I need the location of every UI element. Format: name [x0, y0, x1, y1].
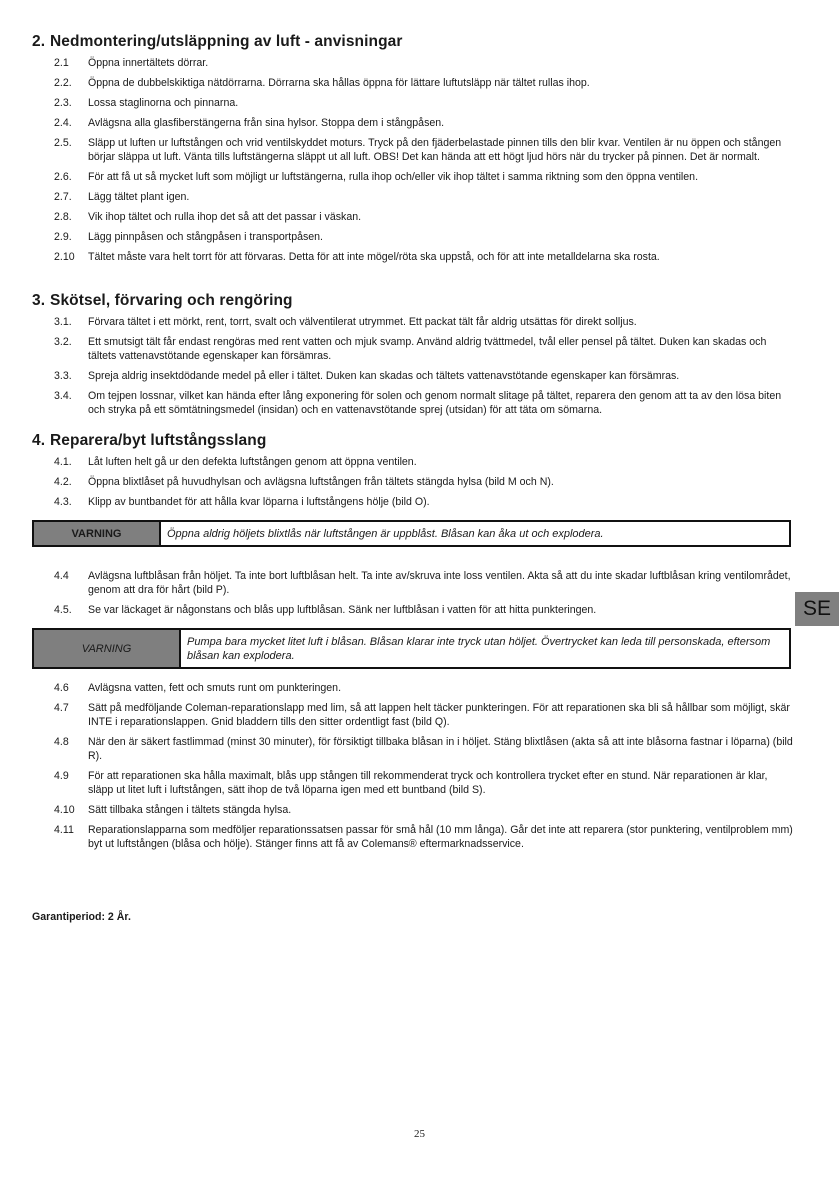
item-text: För att reparationen ska hålla maximalt, blås upp stången till rekommenderat tryck och kontrollera trycket efter en stund. När reparationen är klar, släpp ut litet luft i luftstången, sätt ihop de två löparna igen med ett buntband (bild S). [88, 770, 768, 796]
item-text: Lossa staglinorna och pinnarna. [88, 97, 239, 109]
warning-box [32, 520, 791, 547]
list-item [32, 230, 795, 244]
item-number: 4.10 [54, 804, 75, 816]
section-number: 3. [32, 292, 46, 309]
list-item [32, 250, 795, 264]
list-item [32, 116, 795, 130]
warning-text: Öppna aldrig höljets blixtlås när luftstången är uppblåst. Blåsan kan åka ut och explodera. [167, 527, 604, 540]
page-number: 25 [414, 1128, 425, 1140]
section-4-list-mid [32, 569, 795, 623]
item-text: Avlägsna luftblåsan från höljet. Ta inte bort luftblåsan helt. Ta inte av/skruva inte loss ventilen. Akta så att du inte skadar luftblåsan kring ventilområdet, genom att dra för hårt (bild P). [88, 570, 791, 596]
item-text: Avlägsna vatten, fett och smuts runt om punkteringen. [88, 682, 342, 694]
item-number: 3.2. [54, 336, 72, 348]
list-item [32, 823, 795, 851]
item-text: När den är säkert fastlimmad (minst 30 minuter), för försiktigt tillbaka blåsan in i höljet. Stäng blixtlåsen (akta så att inte blåsorna fastnar i löparna) (bild R). [88, 736, 793, 762]
item-number: 2.2. [54, 77, 72, 89]
item-text: Förvara tältet i ett mörkt, rent, torrt, svalt och välventilerat utrymmet. Ett packat tält får aldrig utsättas för direkt solljus. [88, 316, 637, 328]
section-4-list [32, 455, 795, 515]
item-text: Lägg tältet plant igen. [88, 191, 190, 203]
list-item [32, 76, 795, 90]
item-number: 2.3. [54, 97, 72, 109]
section-title-text: Reparera/byt luftstångsslang [50, 432, 267, 449]
section-4-list-end [32, 681, 795, 857]
item-number: 4.3. [54, 496, 72, 508]
section-2-list [32, 56, 795, 270]
item-number: 4.9 [54, 770, 69, 782]
section-title-4 [32, 432, 813, 450]
item-text: Öppna innertältets dörrar. [88, 57, 209, 69]
item-text: Låt luften helt gå ur den defekta luftstången genom att öppna ventilen. [88, 456, 417, 468]
item-number: 2.4. [54, 117, 72, 129]
item-text: Sätt tillbaka stången i tältets stängda hylsa. [88, 804, 292, 816]
item-number: 4.1. [54, 456, 72, 468]
list-item [32, 335, 795, 363]
item-text: Ett smutsigt tält får endast rengöras med rent vatten och mjuk svamp. Använd aldrig tvättmedel, tvål eller pensel på tältet. Duken kan skadas och tältets vattenavstötande egenskaper kan försämras. [88, 336, 767, 362]
item-text: Tältet måste vara helt torrt för att förvaras. Detta för att inte mögel/röta ska uppstå, och för att inte metalldelarna ska rosta. [88, 251, 660, 263]
item-text: Avlägsna alla glasfiberstängerna från sina hylsor. Stoppa dem i stångpåsen. [88, 117, 445, 129]
item-text: Se var läckaget är någonstans och blås upp luftblåsan. Sänk ner luftblåsan i vatten för att hitta punkteringen. [88, 604, 597, 616]
list-item [32, 455, 795, 469]
section-title-text: Nedmontering/utsläppning av luft - anvisningar [50, 33, 403, 50]
list-item [32, 190, 795, 204]
item-number: 2.7. [54, 191, 72, 203]
list-item [32, 315, 795, 329]
item-number: 4.6 [54, 682, 69, 694]
list-item [32, 369, 795, 383]
list-item [32, 603, 795, 617]
list-item [32, 803, 795, 817]
list-item [32, 56, 795, 70]
item-text: För att få ut så mycket luft som möjligt ur luftstängerna, rulla ihop och/eller vik ihop tältet i samma riktning som den öppna ventilen. [88, 171, 699, 183]
list-item [32, 495, 795, 509]
warning-text: Pumpa bara mycket litet luft i blåsan. Blåsan klarar inte tryck utan höljet. Övertrycket kan leda till personskada, eftersom blåsan kan explodera. [187, 635, 771, 662]
item-text: Spreja aldrig insektdödande medel på eller i tältet. Duken kan skadas och tältets vattenavstötande egenskaper kan försämras. [88, 370, 680, 382]
language-tab: SE [795, 592, 839, 626]
item-number: 4.4 [54, 570, 69, 582]
item-text: Om tejpen lossnar, vilket kan hända efter lång exponering för solen och genom normalt slitage på tältet, reparera den genom att ta av den lösa biten och stryka på ett sömtätningsmedel (insidan) och en vattenavstötande sprej (utsidan) för att täta om sömarna. [88, 390, 782, 416]
section-title-text: Skötsel, förvaring och rengöring [50, 292, 293, 309]
item-number: 4.2. [54, 476, 72, 488]
list-item [32, 701, 795, 729]
item-number: 2.9. [54, 231, 72, 243]
item-number: 2.8. [54, 211, 72, 223]
item-number: 4.7 [54, 702, 69, 714]
list-item [32, 735, 795, 763]
item-number: 2.6. [54, 171, 72, 183]
item-text: Öppna blixtlåset på huvudhylsan och avlägsna luftstången från tältets stängda hylsa (bild M och N). [88, 476, 554, 488]
warning-label: VARNING [34, 522, 161, 545]
warning-label: VARNING [34, 630, 181, 667]
item-number: 4.5. [54, 604, 72, 616]
item-text: Släpp ut luften ur luftstången och vrid ventilskyddet moturs. Tryck på den fjäderbelastade pinnen tills den blir kvar. Ventilen är nu öppen och stången börjar släppa ut luft. Vänta tills luftstängerna släppt ut all luft. OBS! Det kan hända att ett högt ljud hörs när du trycker på pinnen. Det är normalt. [88, 137, 782, 163]
item-text: Klipp av buntbandet för att hålla kvar löparna i luftstångens hölje (bild O). [88, 496, 430, 508]
list-item [32, 170, 795, 184]
list-item [32, 389, 795, 417]
list-item [32, 569, 795, 597]
item-number: 3.1. [54, 316, 72, 328]
section-number: 4. [32, 432, 46, 449]
list-item [32, 681, 795, 695]
list-item [32, 210, 795, 224]
warning-box [32, 628, 791, 669]
item-text: Reparationslapparna som medföljer reparationssatsen passar för små hål (10 mm långa). Går det inte att reparera (stor punktering, ventilproblem mm) byt ut luftstången (blåsa och hölje). Stänger finns att få av Colemans® eftermarknadsservice. [88, 824, 793, 850]
section-title-2 [32, 33, 813, 51]
list-item [32, 475, 795, 489]
item-number: 3.3. [54, 370, 72, 382]
item-text: Vik ihop tältet och rulla ihop det så att det passar i väskan. [88, 211, 362, 223]
item-text: Öppna de dubbelskiktiga nätdörrarna. Dörrarna ska hållas öppna för lättare luftutsläpp när tältet rullas ihop. [88, 77, 590, 89]
item-number: 4.11 [54, 824, 74, 836]
item-text: Lägg pinnpåsen och stångpåsen i transportpåsen. [88, 231, 324, 243]
warranty-period: Garantiperiod: 2 År. [32, 911, 131, 923]
item-number: 3.4. [54, 390, 72, 402]
section-number: 2. [32, 33, 46, 50]
list-item [32, 769, 795, 797]
item-number: 2.10 [54, 251, 75, 263]
list-item [32, 136, 795, 164]
item-number: 2.1 [54, 57, 69, 69]
item-text: Sätt på medföljande Coleman-reparationslapp med lim, så att lappen helt täcker punkteringen. För att reparationen ska bli så hållbar som möjligt, skär INTE i reparationslappen. Gnid bladdern tills den sitter ordentligt fast (bild Q). [88, 702, 790, 728]
list-item [32, 96, 795, 110]
section-3-list [32, 315, 795, 423]
item-number: 2.5. [54, 137, 72, 149]
section-title-3 [32, 292, 813, 310]
item-number: 4.8 [54, 736, 69, 748]
